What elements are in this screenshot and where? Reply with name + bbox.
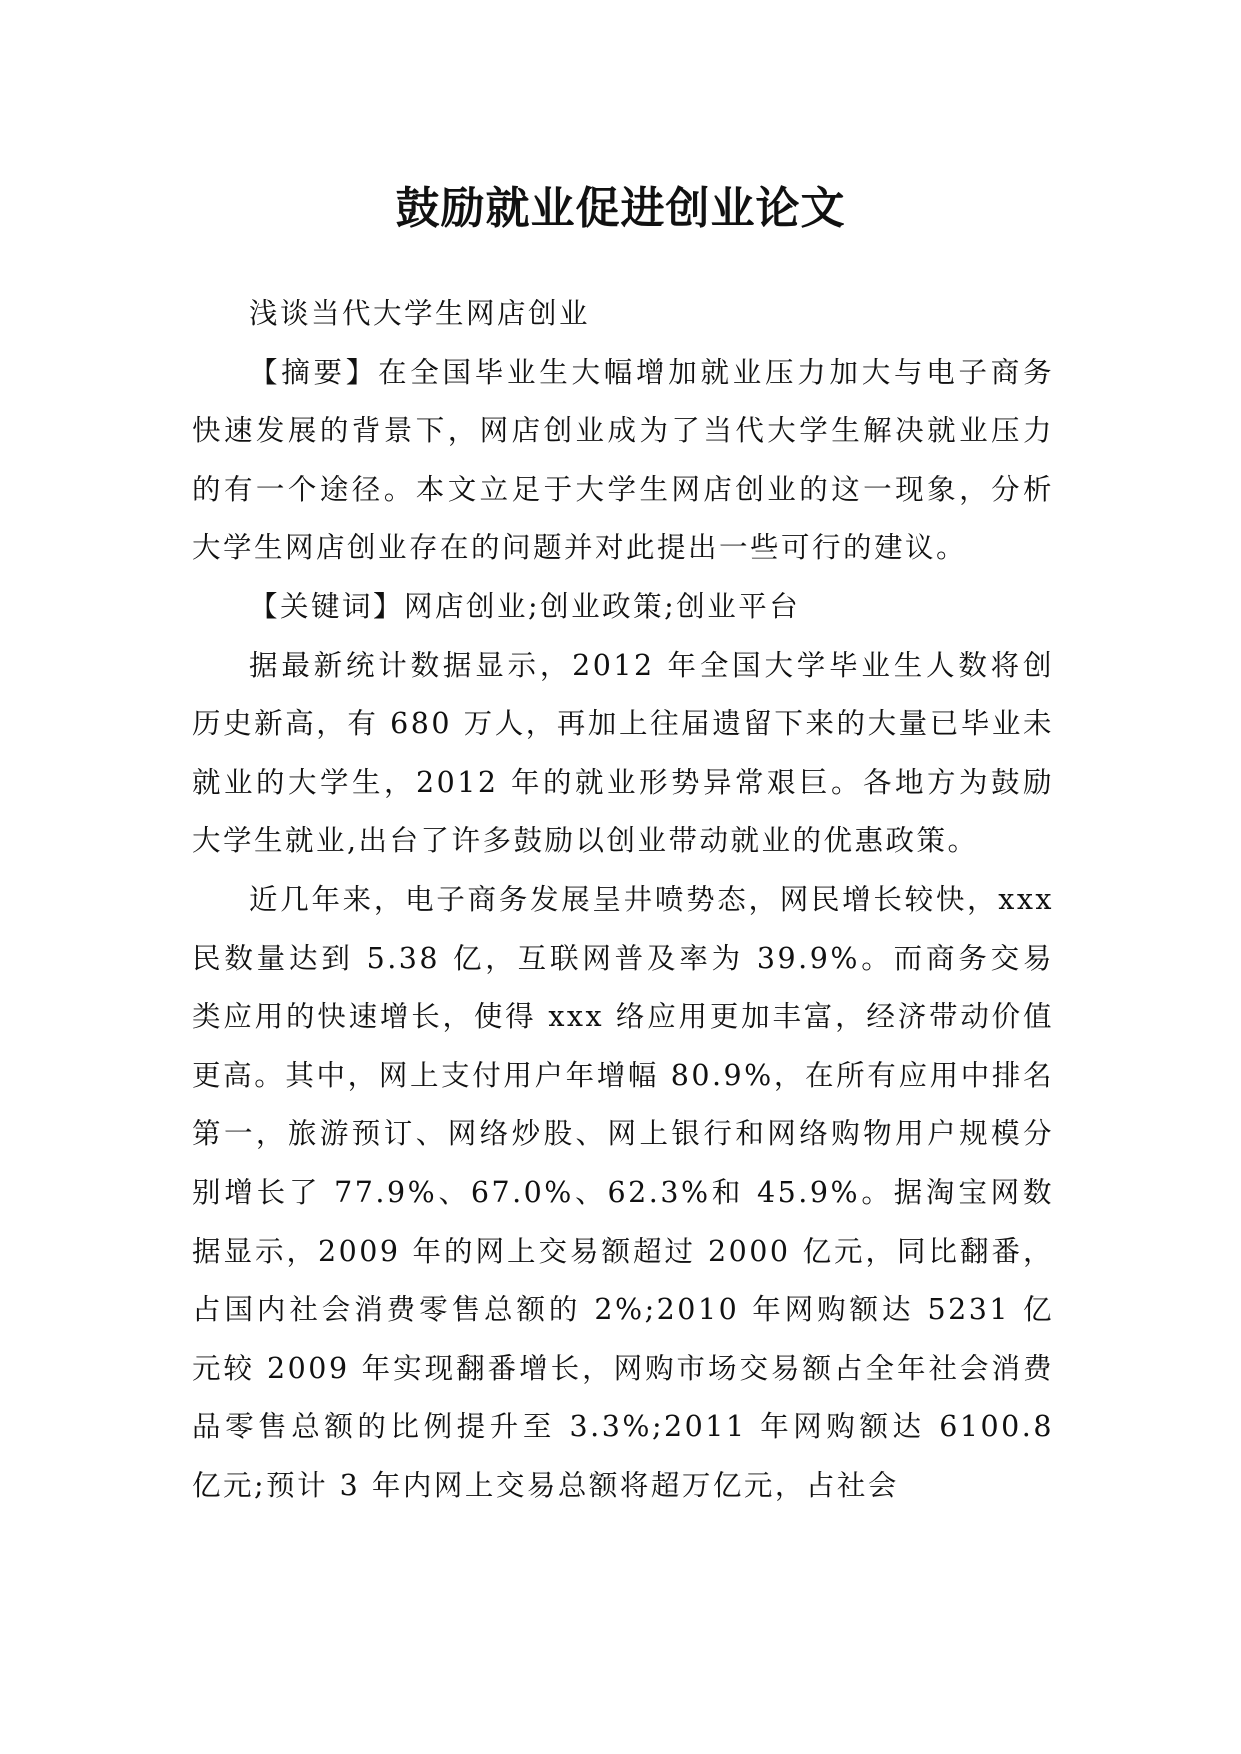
document-body — [192, 285, 1054, 1515]
paragraph-subtitle: 浅谈当代大学生网店创业 — [249, 297, 591, 330]
paragraph-statistics: 据最新统计数据显示，2012 年全国大学毕业生人数将创历史新高，有 680 万人，再加上往届遗留下来的大量已毕业未就业的大学生，2012 年的就业形势异常艰巨。各地方为鼓励大学生就业,出台了许多鼓励以创业带动就业的优惠政策。 — [192, 648, 1054, 858]
paragraph-keywords: 【关键词】网店创业;创业政策;创业平台 — [249, 589, 801, 623]
paragraph-ecommerce: 近几年来，电子商务发展呈井喷势态，网民增长较快，xxx 民数量达到 5.38 亿，互联网普及率为 39.9%。而商务交易类应用的快速增长，使得 xxx 络应用更加丰富，经济带动价值更高。其中，网上支付用户年增幅 80.9%，在所有应用中排名第一，旅游预订、网络炒股、网上银行和网络购物用户规模分别增长了 77.9%、67.0%、62.3%和 45.9%。据淘宝网数据显示，2009 年的网上交易额超过 2000 亿元，同比翻番，占国内社会消费零售总额的 2%;2010 年网购额达 5231 亿元较 2009 年实现翻番增长，网购市场交易额占全年社会消费品零售总额的比例提升至 3.3%;2011 年网购额达 6100.8 亿元;预计 3 年内网上交易总额将超万亿元，占社会 — [192, 882, 1054, 1502]
paragraph-abstract: 【摘要】在全国毕业生大幅增加就业压力加大与电子商务快速发展的背景下，网店创业成为了当代大学生解决就业压力的有一个途径。本文立足于大学生网店创业的这一现象，分析大学生网店创业存在的问题并对此提出一些可行的建议。 — [192, 355, 1054, 565]
document-title: 鼓励就业促进创业论文 — [395, 183, 846, 235]
